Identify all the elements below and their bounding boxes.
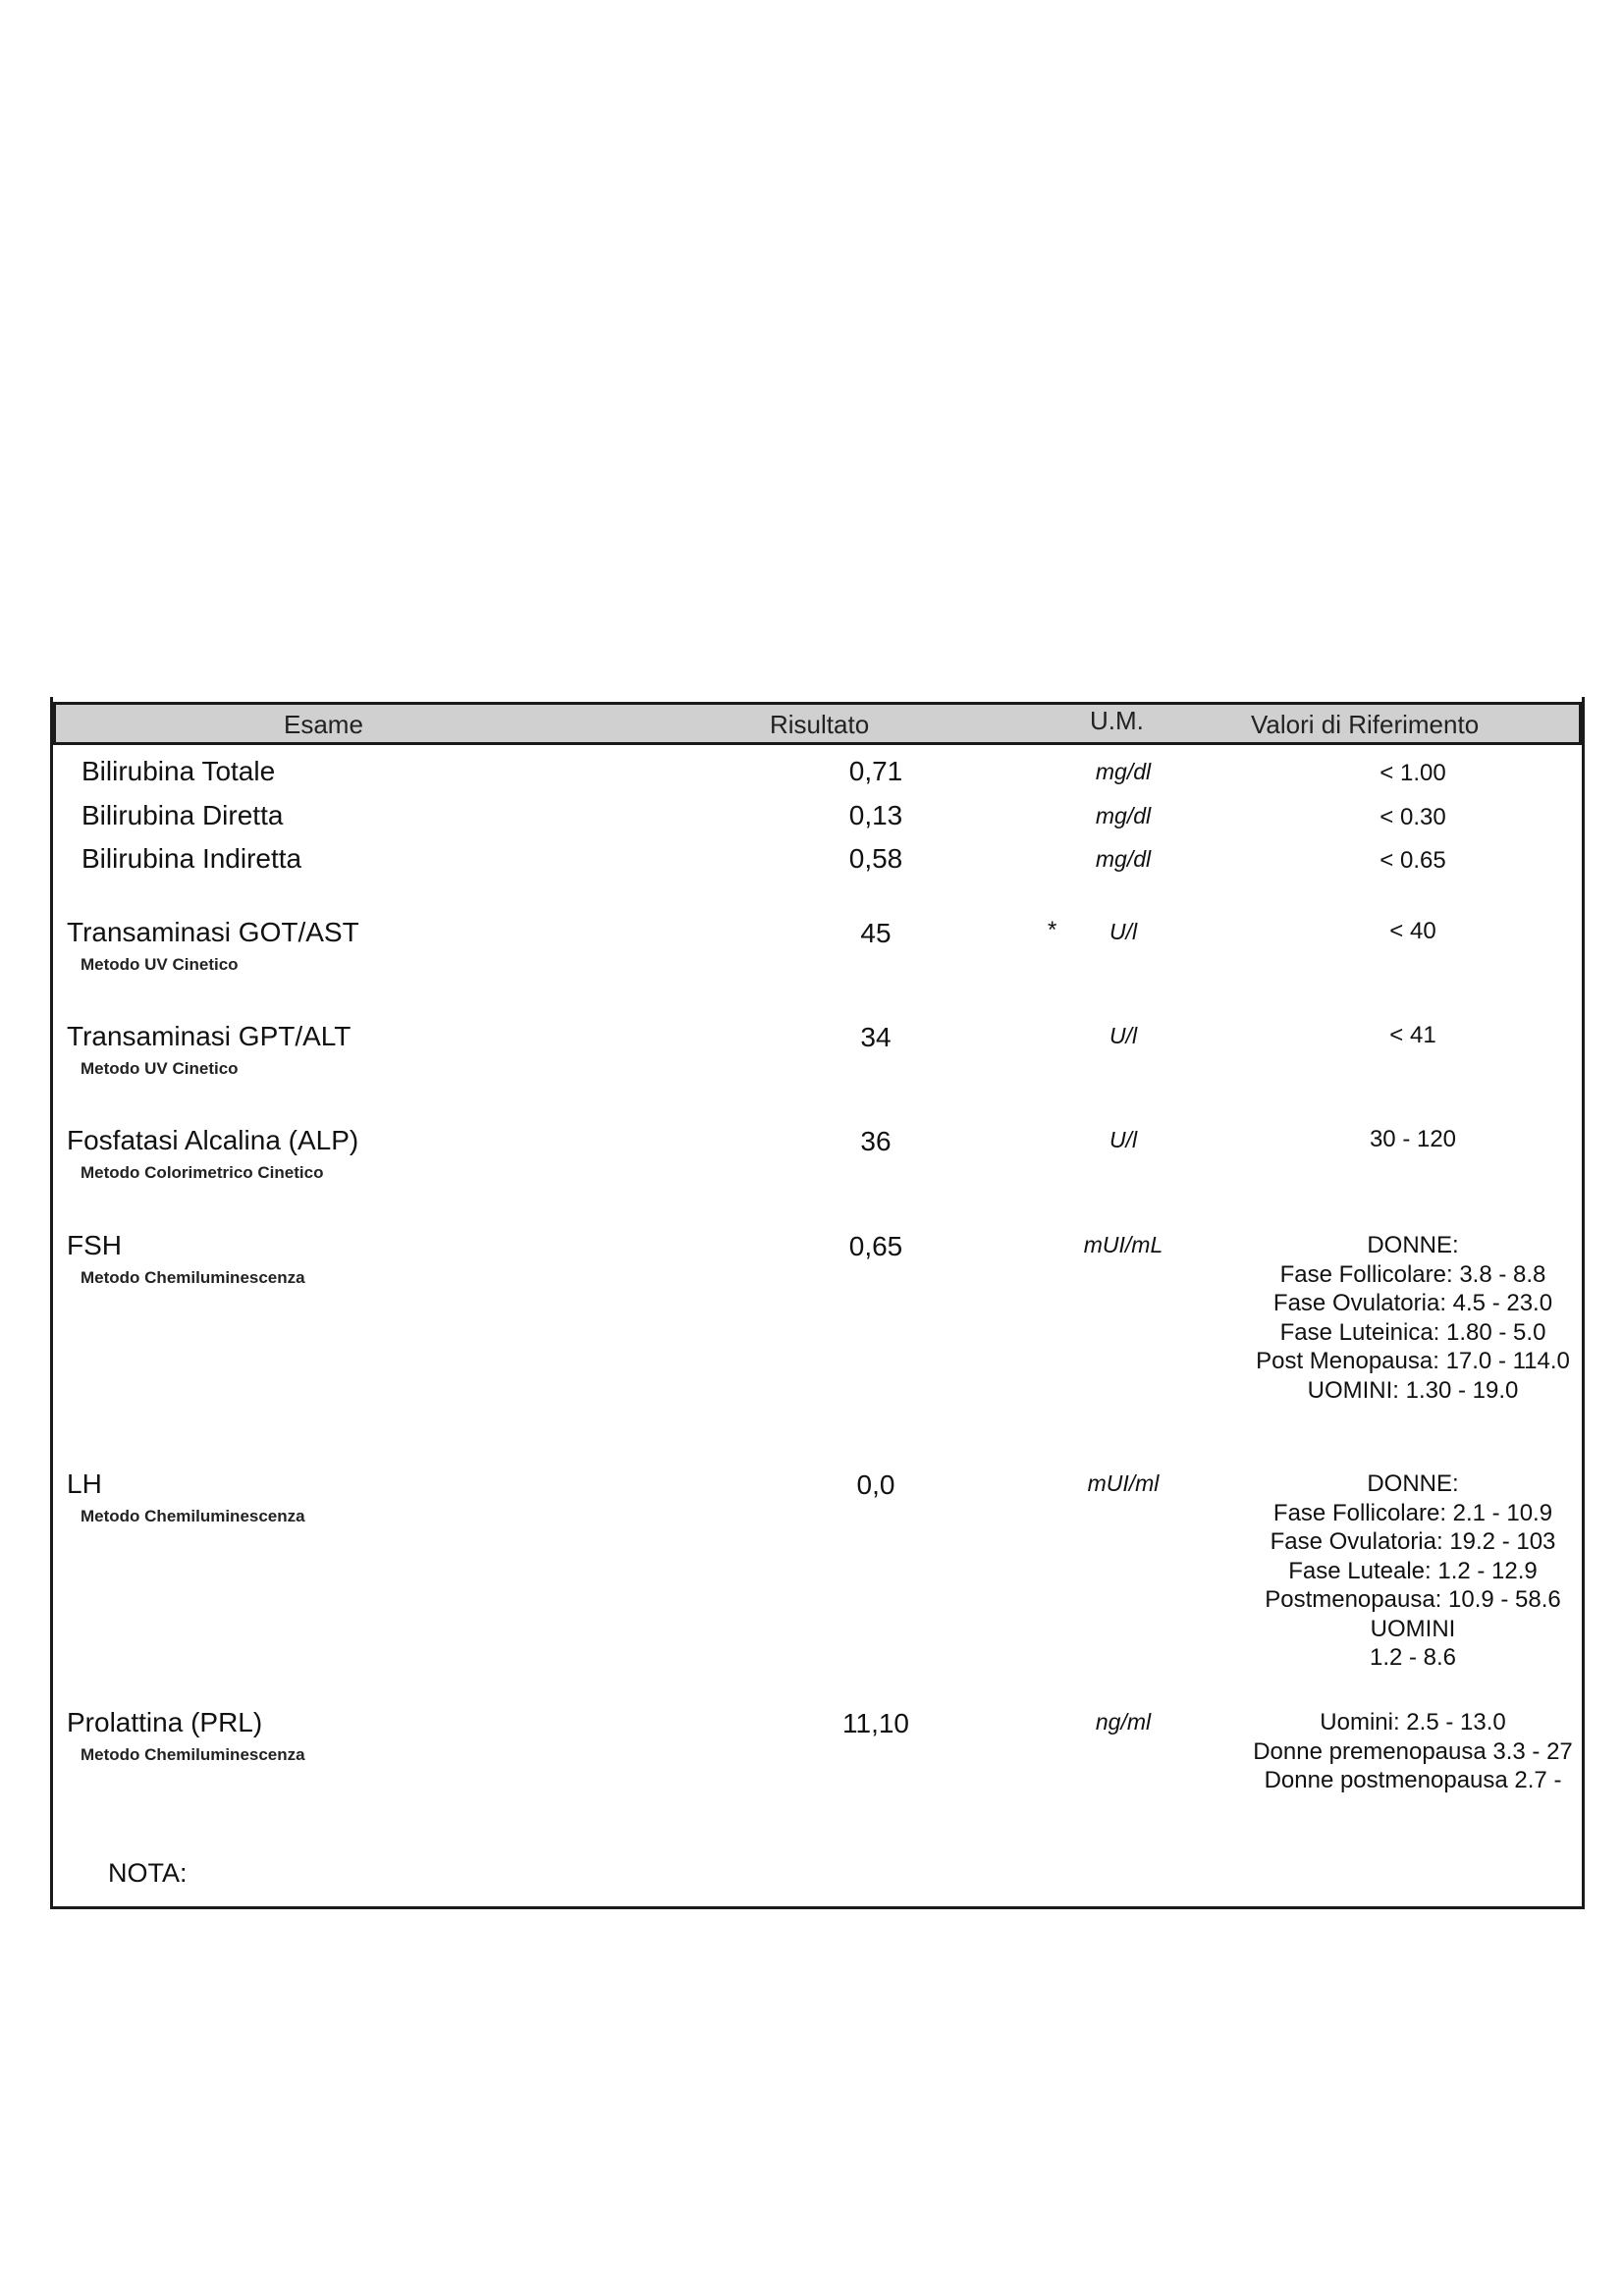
- exam-value: 36: [860, 1126, 892, 1156]
- exam-method: Metodo Chemiluminescenza: [81, 1507, 305, 1525]
- reference-line: Fase Follicolare: 2.1 - 10.9: [1272, 1499, 1553, 1526]
- exam-name: Transaminasi GOT/AST: [67, 917, 359, 947]
- reference-values: [1231, 1021, 1595, 1050]
- reference-values: [1231, 1708, 1595, 1795]
- reference-line: Donne premenopausa 3.3 - 27: [1253, 1737, 1573, 1765]
- reference-values: [1231, 1231, 1595, 1405]
- reference-line: 1.2 - 8.6: [1369, 1644, 1457, 1671]
- exam-unit: U/l: [1109, 919, 1138, 944]
- reference-values: [1231, 803, 1595, 832]
- exam-value: 0,58: [848, 843, 903, 874]
- table-header: [53, 702, 1582, 745]
- reference-line: < 1.00: [1380, 760, 1446, 786]
- reference-values: [1231, 846, 1595, 876]
- reference-line: UOMINI: [1370, 1615, 1456, 1642]
- reference-line: Fase Ovulatoria: 19.2 - 103: [1270, 1528, 1556, 1555]
- header-exam: Esame: [284, 710, 363, 739]
- exam-unit: U/l: [1109, 1023, 1138, 1048]
- note-label: NOTA:: [108, 1858, 188, 1888]
- exam-name: Fosfatasi Alcalina (ALP): [67, 1125, 359, 1155]
- reference-line: < 0.30: [1380, 804, 1446, 830]
- exam-unit: mUI/ml: [1087, 1470, 1160, 1496]
- exam-unit: U/l: [1109, 1127, 1138, 1152]
- exam-value: 0,71: [848, 756, 903, 786]
- abnormal-flag: *: [1048, 917, 1057, 943]
- exam-method: Metodo UV Cinetico: [81, 955, 239, 974]
- exam-unit: mUI/mL: [1083, 1232, 1163, 1257]
- reference-line: Postmenopausa: 10.9 - 58.6: [1265, 1586, 1561, 1613]
- reference-line: 30 - 120: [1369, 1126, 1457, 1152]
- reference-line: < 40: [1389, 918, 1436, 944]
- reference-line: Fase Ovulatoria: 4.5 - 23.0: [1272, 1290, 1553, 1316]
- exam-value: 45: [860, 918, 892, 948]
- exam-value: 0,65: [848, 1231, 903, 1261]
- header-result: Risultato: [770, 710, 870, 739]
- reference-line: Fase Luteinica: 1.80 - 5.0: [1279, 1318, 1546, 1346]
- reference-line: < 41: [1389, 1022, 1436, 1048]
- reference-line: UOMINI: 1.30 - 19.0: [1307, 1376, 1519, 1404]
- reference-line: Uomini: 2.5 - 13.0: [1320, 1709, 1506, 1735]
- exam-value: 11,10: [842, 1708, 909, 1738]
- exam-unit: ng/ml: [1095, 1709, 1152, 1735]
- exam-name: FSH: [67, 1230, 122, 1260]
- exam-value: 34: [860, 1022, 892, 1052]
- exam-name: LH: [67, 1468, 102, 1499]
- header-unit: U.M.: [1090, 706, 1144, 735]
- reference-line: Fase Luteale: 1.2 - 12.9: [1288, 1557, 1538, 1584]
- reference-line: Post Menopausa: 17.0 - 114.0: [1256, 1348, 1570, 1374]
- reference-line: < 0.65: [1380, 847, 1446, 874]
- reference-line: DONNE:: [1367, 1470, 1459, 1497]
- reference-line: Fase Follicolare: 3.8 - 8.8: [1279, 1260, 1546, 1288]
- exam-unit: mg/dl: [1095, 759, 1152, 784]
- exam-name: Transaminasi GPT/ALT: [67, 1021, 352, 1051]
- reference-values: [1231, 759, 1595, 788]
- reference-line: Donne postmenopausa 2.7 -: [1264, 1767, 1562, 1793]
- exam-method: Metodo Chemiluminescenza: [81, 1745, 305, 1764]
- exam-method: Metodo Chemiluminescenza: [81, 1268, 305, 1287]
- lab-report-table: [50, 697, 1585, 1909]
- exam-name: Bilirubina Indiretta: [81, 843, 302, 874]
- exam-unit: mg/dl: [1095, 846, 1152, 872]
- reference-values: [1231, 917, 1595, 946]
- exam-value: 0,13: [848, 800, 903, 830]
- reference-values: [1231, 1469, 1595, 1673]
- exam-name: Bilirubina Totale: [81, 756, 276, 786]
- exam-unit: mg/dl: [1095, 803, 1152, 828]
- exam-method: Metodo UV Cinetico: [81, 1059, 239, 1078]
- exam-method: Metodo Colorimetrico Cinetico: [81, 1163, 324, 1182]
- reference-line: DONNE:: [1367, 1232, 1459, 1258]
- exam-name: Prolattina (PRL): [67, 1707, 263, 1737]
- exam-value: 0,0: [856, 1469, 895, 1500]
- header-reference: Valori di Riferimento: [1251, 710, 1480, 739]
- exam-name: Bilirubina Diretta: [81, 800, 284, 830]
- reference-values: [1231, 1125, 1595, 1154]
